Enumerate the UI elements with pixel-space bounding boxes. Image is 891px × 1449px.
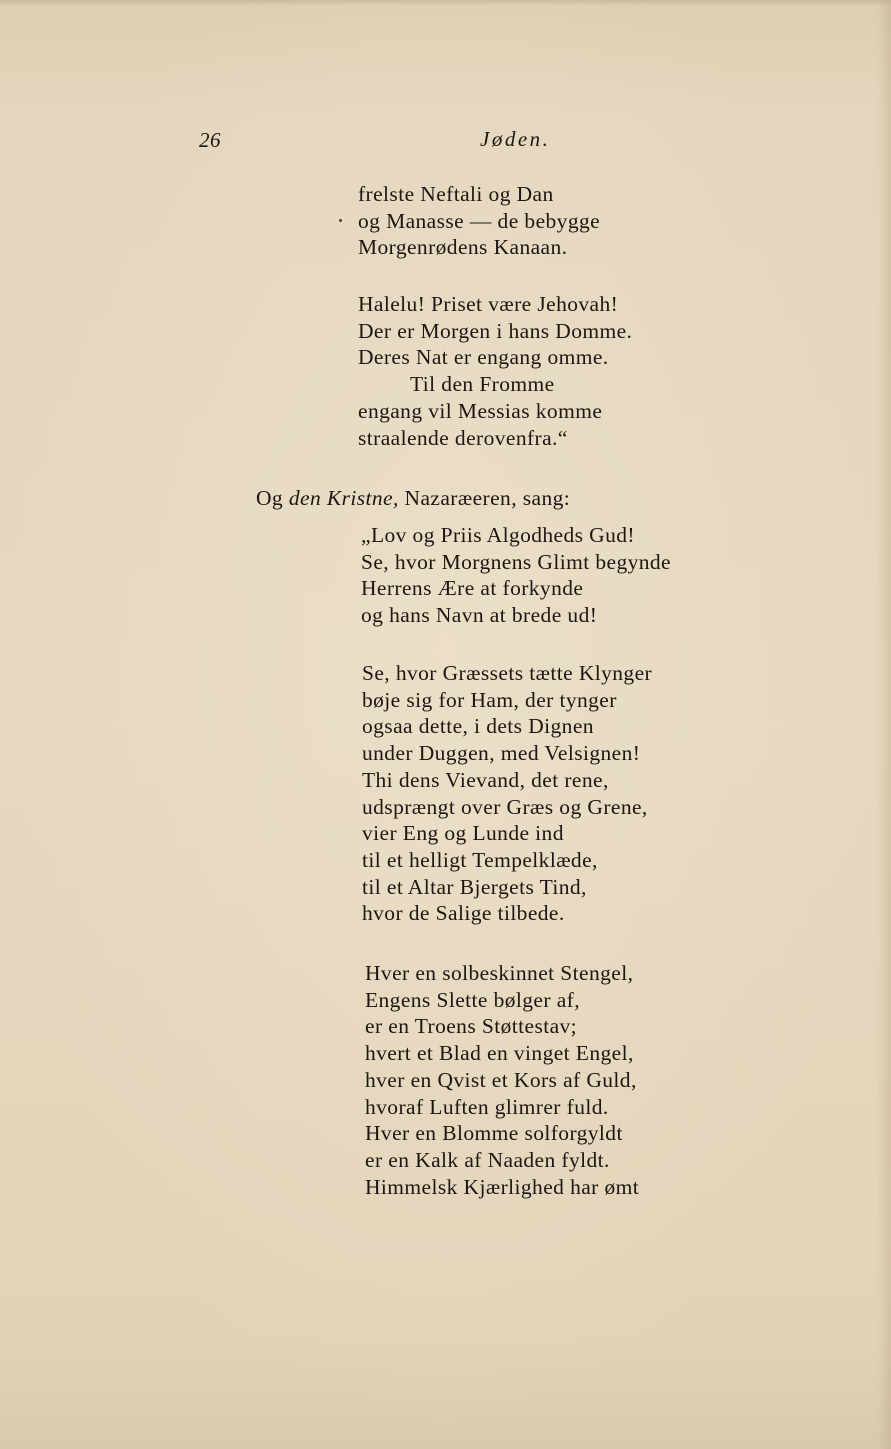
verse-line-indented: Til den Fromme [410,372,555,397]
stanza-2 [358,291,632,451]
verse-line: ogsaa dette, i dets Dignen [362,714,594,739]
verse-line: Engens Slette bølger af, [365,987,580,1012]
verse-line: vier Eng og Lunde ind [362,821,564,846]
speaker-name: den Kristne, [288,486,399,510]
verse-line: straalende derovenfra.“ [358,425,568,450]
margin-dot-mark [339,219,342,222]
verse-line: og hans Navn at brede ud! [361,603,598,628]
speaker-prefix: Og [256,486,289,510]
verse-line: hvoraf Luften glimrer fuld. [365,1094,609,1119]
verse-line: Hver en solbeskinnet Stengel, [365,961,634,985]
verse-line: under Duggen, med Velsignen! [362,741,641,766]
verse-line: Deres Nat er engang omme. [358,345,609,370]
verse-line: til et helligt Tempelklæde, [362,847,598,872]
verse-line: Thi dens Vievand, det rene, [362,767,609,792]
verse-line: udsprængt over Græs og Grene, [362,794,648,819]
verse-line: Se, hvor Græssets tætte Klynger [362,661,653,685]
verse-line: bøje sig for Ham, der tynger [362,687,617,712]
verse-line: Herrens Ære at forkynde [361,576,584,601]
verse-line: er en Kalk af Naaden fyldt. [365,1147,610,1172]
verse-line: Halelu! Priset være Jehovah! [358,292,619,316]
verse-line: Himmelsk Kjærlighed har ømt [365,1174,640,1199]
verse-line: Der er Morgen i hans Domme. [358,318,633,343]
stanza-4 [362,660,652,927]
page-top-edge-shadow [0,0,891,6]
verse-line: „Lov og Priis Algodheds Gud! [361,523,635,547]
verse-line: engang vil Messias komme [358,398,603,423]
verse-line: Morgenrødens Kanaan. [358,235,568,260]
verse-line: og Manasse — de bebygge [358,208,601,233]
verse-line: er en Troens Støttestav; [365,1014,578,1039]
speaker-line [256,485,570,512]
verse-line: hver en Qvist et Kors af Guld, [365,1067,637,1092]
verse-line: til et Altar Bjergets Tind, [362,874,587,899]
verse-line: frelste Neftali og Dan [358,182,554,206]
speaker-suffix: Nazaræeren, sang: [398,486,571,510]
page-number: 26 [199,128,221,152]
verse-line: hvert et Blad en vinget Engel, [365,1041,634,1066]
stanza-3 [361,522,671,629]
page-right-edge-shadow [877,0,891,1449]
stanza-5 [365,960,639,1200]
running-title: Jøden. [480,127,551,151]
verse-line: Se, hvor Morgnens Glimt begynde [361,549,671,574]
verse-line: hvor de Salige tilbede. [362,901,565,926]
stanza-1 [358,181,600,261]
verse-line: Hver en Blomme solforgyldt [365,1121,623,1146]
